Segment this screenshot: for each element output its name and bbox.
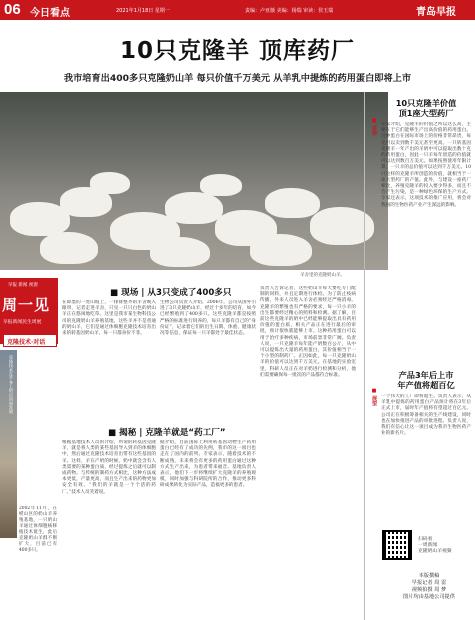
right-text-2: 一个伟大的工厂即将诞生。负责人表示，从羊乳中提炼的药用蛋白产品预计将在3年后正式上市，届时年产值将有望超过百亿元。公司正在积极筹备相关的生产线建设，同时也在加快推进产品的审批进程。负责人说，我们有信心让这一项目成为我市生物医药产业的新名片。: [381, 394, 471, 437]
right-title-2: 产品3年后上市 年产值将超百亿: [397, 370, 455, 390]
qr-caption: 扫码看 一周新闻 克隆奶山羊视频: [418, 537, 452, 554]
newspaper-logo: 青岛早报: [416, 7, 456, 18]
issue-date: 2021年1月18日 星期一: [116, 8, 170, 14]
body-column-5: 据介绍，目前国际上利用转基因动物生产药用蛋白已经有了成功的先例，我市的这一项目也走在了国内的前列。专家表示，随着技术的不断成熟，未来将会有更多的药用蛋白通过这种方式生产出来，为患者带来福音。基地负责人表示，他们下一步将继续扩大克隆羊的养殖规模，同时加强与科研院所的合作，推动更多科研成果转化为实际产品，造福更多的患者。: [160, 440, 256, 489]
body-column-3: 负责人告诉记者，这些奶山羊每天要吃专门配制的饲料，并且定期进行体检。为了防止疫病传播，外来人员进入羊舍必须经过严格消毒。克隆羊的繁殖也有严格的要求，每一只小羊的出生都要经过精心的照料和检测。据了解，目前这些克隆羊的奶中已经能够提取出具有药用价值的蛋白质，相关产品正在进行最后的审批，预计很快就能够上市。这种药用蛋白可以用于治疗多种疾病，市场前景非常广阔。负责人说，一只克隆羊每年能产奶数百公斤，从中可以提炼出大量的药用蛋白，其价值相当于一个小型的制药厂。正因如此，每一只克隆奶山羊的价值可以达到千万美元。在基地的实验室里，科研人员正在对羊奶进行检测和分析，他们需要确保每一批次的产品都符合标准。: [260, 286, 356, 378]
body-column-4: 根据基地技术人员的介绍，所谓的转基因克隆羊，就是将人类的某些基因导入到羊的体细胞中，然后通过克隆技术培育出带有这些基因的羊。这样，羊在产奶的时候，奶中就会含有人类需要的某种蛋白质，经过提炼之后就可以制成药物。与传统的制药方式相比，这种方法成本更低，产量更高，而且生产出来的药物更加安全有效。“我们的羊就是一个个活的药厂。”技术人员笑着说。: [62, 440, 156, 495]
page-header: [0, 0, 475, 20]
right-label-outlook: ■ 展望: [371, 388, 377, 406]
section-title-reveal: ■ 揭秘 | 克隆羊就是“药工厂”: [108, 428, 226, 438]
editor-credits: 责编：卢亚薇 美编：杨瑞 审读：侯玉瑞: [245, 8, 334, 14]
right-text-1: 专家介绍，克隆羊的价值之所以这么高，主要在于它们能够生产出高价值的药用蛋白。这种蛋白在国际市场上的价格非常昂贵，每克可以卖到数千美元甚至更高。一只转基因克隆羊一年产出的羊奶中可以提取出数十克的药用蛋白，因此一只羊每年创造的价值就可以达到数百万美元。如果按照使用年限计算，一只羊的总价值可以达到千万美元。10只这样的克隆羊所创造的价值，就相当于一座大型药厂的产值。此外，与建设一座药厂相比，养殖克隆羊的投入要少得多，而且不会产生污染，是一种绿色环保的生产方式。专家还表示，这项技术的推广应用，将会对我国的生物医药产业产生深远的影响。: [381, 122, 471, 208]
badge-subtitle: 早报新闻民生周展: [3, 320, 42, 325]
subheadline: 我市培育出400多只克隆奶山羊 每只价值千万美元 从羊乳中提炼的药用蛋白即将上市: [63, 73, 412, 84]
badge-title: 周一见: [2, 296, 51, 314]
staff-credits: 本版撰稿 早报记者 周 雷 视频拍摄 周 梦 图片均由基地公司提供: [403, 573, 455, 600]
sidebar-text: 2002年11月，在崂山区的奶山羊养殖基地，一只奶山羊通过体细胞核移植技术诞生，此后克隆奶山羊群不断扩大，目前已有400多只。: [19, 506, 57, 553]
body-column-1: 在即墨的一处山坡上，一排排整齐的羊舍映入眼帘，记者走进羊舍，只见一只只白色的奶山羊正在悠闲地吃草。这里是我市某生物科技公司的克隆奶山羊养殖基地，这些羊并不是普通的奶山羊，它们是通过体细胞克隆技术培育出来的转基因奶山羊，每一只都身价不菲。: [62, 300, 156, 337]
right-title-1: 10只克隆羊价值 顶1座大型药厂: [395, 98, 457, 118]
goats-photo: [0, 92, 388, 270]
right-column-divider: [364, 92, 365, 620]
section-title-scene: ■ 现场 | 从3只变成了400多只: [110, 288, 232, 298]
photo-caption: 羊舍里的克隆奶山羊。: [300, 273, 345, 278]
badge-top-text: 早报 新闻 视窗: [8, 283, 38, 288]
page-number: 06: [4, 1, 21, 18]
headline: 10只克隆羊 顶库药厂: [119, 38, 355, 64]
section-name: 今日看点: [30, 8, 70, 19]
side-photo-caption: 克隆技术在羊身上的应用和发展: [9, 355, 14, 414]
right-label-extend: ■ 延伸: [371, 118, 377, 136]
body-column-2: 生物公司负责人介绍，2006年，公司从国外引进了3只克隆奶山羊，经过十多年的培育，如今已经繁殖到了400多只。这些克隆羊都是按照严格的标准进行饲养的，每只羊都有自己的“身份证”，记录着它们的出生日期、体重、健康状况等信息，保证每一只羊都处于最佳状态。: [160, 300, 256, 337]
badge-tag: 克隆技术·对话: [3, 334, 57, 347]
qr-code-pattern: [386, 534, 408, 556]
